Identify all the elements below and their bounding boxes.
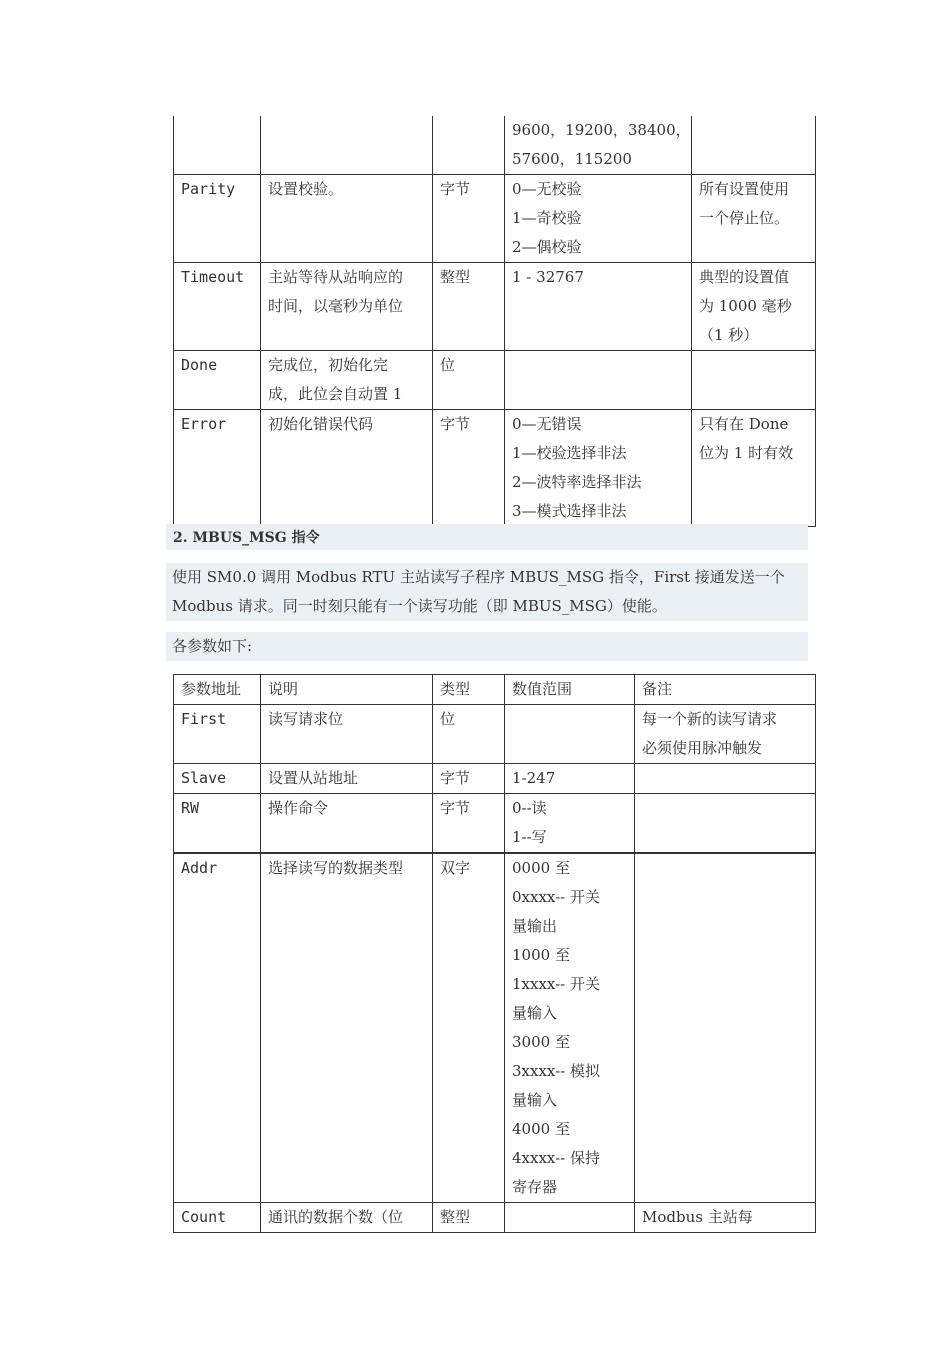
cell-text-line: 3000 至: [512, 1033, 570, 1051]
type-cell: [433, 764, 505, 794]
description-cell: [261, 1203, 433, 1233]
param-name-cell: [174, 351, 261, 410]
type-cell: [433, 116, 505, 175]
cell-text-line: Error: [181, 415, 227, 433]
cell-text-line: 1—校验选择非法: [512, 444, 627, 462]
note-cell: [692, 410, 816, 527]
paragraph-line-1: 使用 SM0.0 调用 Modbus RTU 主站读写子程序 MBUS_MSG 指令，First 接通发送一个: [172, 568, 785, 586]
cell-text-line: 完成位，初始化完: [268, 356, 389, 374]
description-cell: [261, 410, 433, 527]
section-heading: 2. MBUS_MSG 指令: [173, 530, 320, 546]
mbus-msg-param-table: [173, 674, 816, 1233]
cell-text-line: 时间，以毫秒为单位: [268, 297, 404, 315]
cell-text-line: Timeout: [181, 268, 245, 286]
cell-text-line: 字节: [440, 415, 471, 433]
description-cell: [261, 794, 433, 854]
note-cell: [635, 1203, 816, 1233]
cell-text-line: Count: [181, 1208, 227, 1226]
note-cell: [692, 175, 816, 263]
description-cell: [261, 263, 433, 351]
cell-text-line: [699, 116, 808, 145]
type-cell: [433, 853, 505, 1203]
note-cell: [692, 351, 816, 410]
table-row: [174, 853, 816, 1203]
range-cell: [505, 764, 635, 794]
note-cell: [635, 764, 816, 794]
cell-text-line: 位: [440, 356, 456, 374]
cell-text-line: First: [181, 710, 227, 728]
description-cell: [261, 705, 433, 764]
description-cell: [261, 175, 433, 263]
note-cell: [635, 675, 816, 705]
table-row: [174, 794, 816, 854]
cell-text-line: 位: [440, 710, 456, 728]
cell-text-line: 类型: [440, 680, 471, 698]
cell-text-line: Modbus 主站每: [642, 1208, 753, 1226]
cell-text-line: 量输入: [512, 1004, 558, 1022]
param-name-cell: [174, 116, 261, 175]
cell-text-line: 3—模式选择非法: [512, 502, 627, 520]
params-intro-band: [166, 632, 808, 661]
cell-text-line: 9600，19200，38400，: [512, 121, 691, 139]
params-intro: 各参数如下:: [172, 637, 253, 655]
cell-text-line: 3xxxx-- 模拟: [512, 1062, 601, 1080]
cell-text-line: 0--读: [512, 799, 547, 817]
note-cell: [635, 794, 816, 854]
cell-text-line: （1 秒）: [699, 326, 759, 344]
cell-text-line: 1-247: [512, 769, 556, 787]
cell-text-line: 设置校验。: [268, 180, 344, 198]
description-cell: [261, 764, 433, 794]
cell-text-line: 量输出: [512, 917, 558, 935]
param-name-cell: [174, 175, 261, 263]
cell-text-line: 字节: [440, 769, 471, 787]
cell-text-line: [642, 764, 808, 793]
table-row: [174, 410, 816, 527]
range-cell: [505, 1203, 635, 1233]
type-cell: [433, 410, 505, 527]
cell-text-line: 主站等待从站响应的: [268, 268, 404, 286]
note-cell: [635, 853, 816, 1203]
cell-text-line: 2—偶校验: [512, 238, 582, 256]
type-cell: [433, 263, 505, 351]
cell-text-line: 备注: [642, 680, 673, 698]
cell-text-line: 4xxxx-- 保持: [512, 1149, 601, 1167]
param-table-top: [173, 116, 816, 527]
cell-text-line: [642, 854, 808, 883]
table-row: [174, 175, 816, 263]
type-cell: [433, 675, 505, 705]
cell-text-line: 成，此位会自动置 1: [268, 385, 403, 403]
cell-text-line: 选择读写的数据类型: [268, 859, 404, 877]
note-cell: [692, 263, 816, 351]
cell-text-line: [699, 351, 808, 380]
table-row: [174, 764, 816, 794]
table-row: [174, 1203, 816, 1233]
cell-text-line: 位为 1 时有效: [699, 444, 794, 462]
param-name-cell: [174, 1203, 261, 1233]
cell-text-line: 初始化错误代码: [268, 415, 374, 433]
cell-text-line: 操作命令: [268, 799, 329, 817]
cell-text-line: [642, 794, 808, 823]
cell-text-line: 读写请求位: [268, 710, 344, 728]
cell-text-line: Slave: [181, 769, 227, 787]
cell-text-line: 0xxxx-- 开关: [512, 888, 601, 906]
cell-text-line: [181, 116, 253, 145]
cell-text-line: 1--写: [512, 828, 547, 846]
cell-text-line: RW: [181, 799, 200, 817]
table-row: [174, 351, 816, 410]
cell-text-line: 整型: [440, 1208, 471, 1226]
cell-text-line: 通讯的数据个数（位: [268, 1208, 404, 1226]
range-cell: [505, 853, 635, 1203]
type-cell: [433, 351, 505, 410]
cell-text-line: [512, 351, 684, 380]
paragraph-band: [166, 563, 808, 621]
cell-text-line: Addr: [181, 859, 218, 877]
type-cell: [433, 794, 505, 854]
description-cell: [261, 853, 433, 1203]
cell-text-line: 1 - 32767: [512, 268, 584, 286]
cell-text-line: [512, 705, 627, 734]
cell-text-line: [268, 116, 425, 145]
cell-text-line: 每一个新的读写请求: [642, 710, 778, 728]
param-name-cell: [174, 675, 261, 705]
range-cell: [505, 263, 692, 351]
range-cell: [505, 794, 635, 854]
range-cell: [505, 675, 635, 705]
range-cell: [505, 351, 692, 410]
type-cell: [433, 175, 505, 263]
cell-text-line: 量输入: [512, 1091, 558, 1109]
cell-text-line: 双字: [440, 859, 471, 877]
param-name-cell: [174, 705, 261, 764]
cell-text-line: 必须使用脉冲触发: [642, 739, 763, 757]
cell-text-line: Done: [181, 356, 218, 374]
table-row: [174, 705, 816, 764]
range-cell: [505, 705, 635, 764]
type-cell: [433, 1203, 505, 1233]
paragraph-line-2: Modbus 请求。同一时刻只能有一个读写功能（即 MBUS_MSG）使能。: [172, 597, 667, 615]
range-cell: [505, 410, 692, 527]
cell-text-line: 0—无校验: [512, 180, 582, 198]
cell-text-line: 1—奇校验: [512, 209, 582, 227]
cell-text-line: 0000 至: [512, 859, 570, 877]
cell-text-line: 2—波特率选择非法: [512, 473, 642, 491]
cell-text-line: 1000 至: [512, 946, 570, 964]
description-cell: [261, 116, 433, 175]
cell-text-line: 典型的设置值: [699, 268, 790, 286]
description-cell: [261, 675, 433, 705]
param-name-cell: [174, 764, 261, 794]
cell-text-line: 整型: [440, 268, 471, 286]
cell-text-line: [512, 1203, 627, 1232]
cell-text-line: 为 1000 毫秒: [699, 297, 792, 315]
cell-text-line: 说明: [268, 680, 299, 698]
cell-text-line: 所有设置使用: [699, 180, 790, 198]
table-row: [174, 263, 816, 351]
cell-text-line: 0—无错误: [512, 415, 582, 433]
cell-text-line: 字节: [440, 799, 471, 817]
range-cell: [505, 175, 692, 263]
param-name-cell: [174, 410, 261, 527]
table-row: [174, 116, 816, 175]
cell-text-line: 字节: [440, 180, 471, 198]
range-cell: [505, 116, 692, 175]
param-name-cell: [174, 853, 261, 1203]
note-cell: [692, 116, 816, 175]
param-name-cell: [174, 263, 261, 351]
cell-text-line: 1xxxx-- 开关: [512, 975, 601, 993]
cell-text-line: [440, 116, 497, 145]
cell-text-line: 57600，115200: [512, 150, 632, 168]
description-cell: [261, 351, 433, 410]
param-name-cell: [174, 794, 261, 854]
table-row: [174, 675, 816, 705]
cell-text-line: 只有在 Done: [699, 415, 789, 433]
type-cell: [433, 705, 505, 764]
cell-text-line: Parity: [181, 180, 236, 198]
note-cell: [635, 705, 816, 764]
cell-text-line: 设置从站地址: [268, 769, 359, 787]
cell-text-line: 参数地址: [181, 680, 242, 698]
cell-text-line: 4000 至: [512, 1120, 570, 1138]
cell-text-line: 寄存器: [512, 1178, 558, 1196]
cell-text-line: 数值范围: [512, 680, 573, 698]
cell-text-line: 一个停止位。: [699, 209, 790, 227]
section-heading-band: [166, 524, 808, 550]
